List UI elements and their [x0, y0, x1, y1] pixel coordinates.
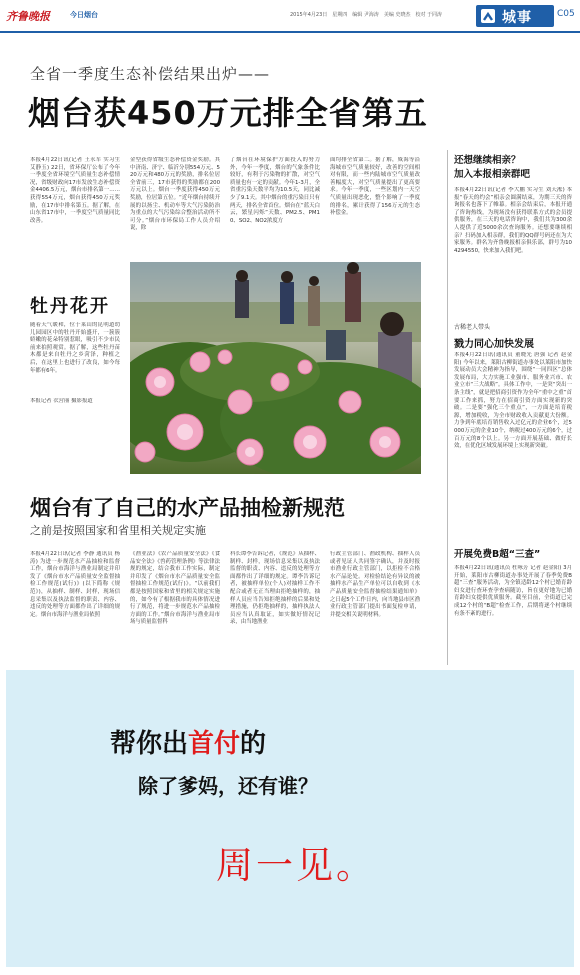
column-divider — [447, 150, 448, 665]
masthead — [0, 0, 580, 34]
lead-col-2: 金型获得省级生态补偿资金奖励。其中济南、济宁、临沂分别554万元、520万元和480万元的奖励，排名位居全省前三，17市获得的奖励都在200万元以上。烟台一季度获得450万元奖励，位居第五位。“近年烟台持续开展的以扬尘、机动车等大气污染防治为重点的大气污染综合整治活动所不可分。”烟台市环保局工作人员介绍说，除 — [130, 157, 220, 232]
lead-col-4: 面均排全省第二。据了解，威海等沿海城市空气质量较好，改善的空间相对有限，而一些内陆城市空气质量改善幅度大，对空气质量提出了更高要求。今年一季度，一些区划内一天空气质量出现恶化，整个影响了一季度的排名，累计获得了156万元的生态补偿金。 — [330, 157, 420, 217]
side2-body: 本报4月22日讯(通讯员 董晓光 唐强 记者 赵金阳) 今年以来，莱阳古柳街道办事处以莱阳市加快发展动员大会精神为指导，围绕“一同四区”总体发展布局，大力实施工业强市、服务业兴市、农业立市“三大战略”。具体工作中，一是突“突出一条主线”，就是把招商引资作为全年“重中之重”首要工作来抓，努力在招商引资方面实现新的突破。二是要“强化三个重点”，一方面是培育税源，增加税收，为全市财政收入贡献更大份额。力争到年底培育销售收入过亿元的企业6个，过5000万元的企业10个，纳税过400万元的6个，过百万元的8个以上。另一方面开展基础、做好长效，在优化区域发展环境上实现新突破。 — [454, 352, 572, 450]
side3-title: 开展免费B超“三查” — [454, 549, 541, 560]
side2-title: 戮力同心加快发展 — [454, 339, 534, 350]
masthead-sub: 今日烟台 — [70, 11, 98, 19]
article2-title: 烟台有了自己的水产品抽检新规范 — [30, 496, 345, 520]
masthead-rule — [0, 31, 580, 33]
side1-body: 本报4月22日讯(记者 李大鹏 实习生 刘天淞) 本报“春天的约会”相亲会圆满结束，为期三天的咨询报名也落下了帷幕。相亲会结束后，本报开通了咨询热线，为现场没有获得联系方式的会员提供服务，在三天的电话咨询中，我们共为300余人提供了近5000余次查询服务。还想要继续相亲？扫码加入相亲群，我们的QQ群号码还在为大家服务。群名为齐鲁晚报相亲俱乐部，群号为104294550，快来加入我们吧。 — [454, 187, 572, 254]
section-tab — [476, 5, 554, 27]
lead-col-3: 了烟台在环境保护方面投入的努力外，今年一季度，烟台的气象条件比较好，有利于污染物的扩散，对空气质量也有一定的贡献。今年1-3月，全省重污染天数平均为10.5天，同比减少了9.1天。其中烟台的重污染日只有两天，排名全省首位。烟台在“蓝天白云，繁星闪烁”天数、PM2.5、PM10、SO2、NO2浓度方 — [230, 157, 320, 224]
article2-subtitle: 之前是按照国家和省里相关规定实施 — [30, 524, 206, 537]
article2-col-4: 行政主管部门、渔政机构、抽样人员或者见证人共同签字确认，并及时报市渔业行政主管部门，以拒检不合格水产品论处。对检验结论有异议的被抽样水产品生产单位可以自收到《水产品质量安全监督抽检结果通知单》之日起5个工作日内，向当地县市区渔业行政主管部门提出书面复检申请，并提交相关说明材料。 — [330, 551, 420, 618]
lead-headline: 烟台获450万元排全省第五 — [28, 94, 428, 132]
peony-photo — [130, 262, 421, 474]
ad-line-1 — [110, 723, 266, 760]
side3-body: 本报4月22日讯(通讯员 杜咏芳 记者 赵金阳) 3月开始，莱阳市古柳街道办事处开展了春季免费B超“三查”服务活动，为全镇适龄12个村已婚育龄妇女进行查环查孕查病随访，旨在更好地为已婚育龄妇女提供优质服务。截至目前，全街道已完成12个村的“B超”检查工作，后期将逐个村继续有条不紊的进行。 — [454, 565, 572, 617]
article2-col-2: 《渔业法》《农产品质量安全法》《食品安全法》《兽药管理条例》等法律法规的规定，结合我市工作实际，制定并印发了《烟台市水产品质量安全监督抽检工作规范(试行)》。“以前我们都是按照国家和省里的相关规定实施的，如今有了根据我市的具体情况进行了规范，将进一步规范水产品抽检方面的工作。”烟台市海洋与渔业局市场与质量监督科 — [130, 551, 220, 626]
side2-tag: 古稀老人带头 — [454, 324, 491, 331]
feature-title: 牡丹花开 — [30, 296, 110, 317]
side1-title-2: 加入本报相亲群吧 — [454, 169, 531, 180]
chevron-icon — [481, 9, 495, 23]
ad-line-2: 除了爹妈，还有谁？ — [138, 774, 318, 798]
lead-kicker: 全省一季度生态补偿结果出炉—— — [30, 65, 271, 83]
section-label: 城事 — [502, 10, 532, 26]
article2-col-3: 科长谭李告诉记者，《规范》从抽样、制样、封样，现场信息采集以及执法监督的职责、内容、违反的处理等方面都作出了详细的规定。谭李告诉记者，被抽样单位(个人)对抽样工作不配合或者无正当理由拒绝抽样的，抽样人员应当告知拒绝抽样的后果和处理措施，仍拒绝抽样的，抽样执法人员应当认真取证，如实做好情况记录，由当地渔业 — [230, 551, 320, 626]
ad-line-1b: 首付 — [188, 729, 241, 759]
feature-body: 随着天气暖和，位于莱山的昆明道幼儿园园区中的牡丹开始盛开，一簇簇娇嫩的花朵特别惹眼，吸引不少市民前来拍照观赏。据了解，这些牡丹苗木都是来自牡丹之乡菏泽，种植之后，在这里上也进行了改良，如今每年都有6年。 — [30, 322, 120, 374]
feature-credit: 本报记者 衣营丽 摄影报道 — [30, 398, 93, 404]
ad-line-1a: 帮你出 — [110, 729, 189, 759]
masthead-logo: 齐鲁晚报 — [6, 10, 50, 23]
side1-title-1: 还想继续相亲？ — [454, 155, 521, 166]
ad-line-3: 周一见。 — [216, 844, 376, 887]
advertisement — [6, 670, 574, 967]
dateline: 2015年4月23日 星期四 编辑 尹海涛 美编 史晓杰 校对 于同涛 — [290, 12, 443, 18]
ad-line-1c: 的 — [240, 729, 267, 759]
lead-col-1: 本报4月22日讯(记者 王永军 实习生 艾静玉) 22日，省环保厅公布了今年一季度全省环境空气质量生态补偿情况，省级财政向17市发放生态补偿资金4406.5万元，烟台市排名第一……获得554万元，烟台获得450万元奖励，在17市中排名第五。据了解，在山东省17市中，一季度空气质量同比改善。 — [30, 157, 120, 224]
article2-col-1: 本报4月22日讯(记者 李静 通讯员 杨涛) 为进一步规范水产品抽检和监督工作，烟台市海洋与渔业局制定并印发了《烟台市水产品质量安全监督抽检工作规范(试行)》(以下简称《规范》)，从抽样、制样、封样，现场信息采集以及执法监督的职责、内容、违反的处理等方面都作出了详细的规定。烟台市海洋与渔业局依照 — [30, 551, 120, 618]
page-number: C05 — [557, 9, 575, 19]
